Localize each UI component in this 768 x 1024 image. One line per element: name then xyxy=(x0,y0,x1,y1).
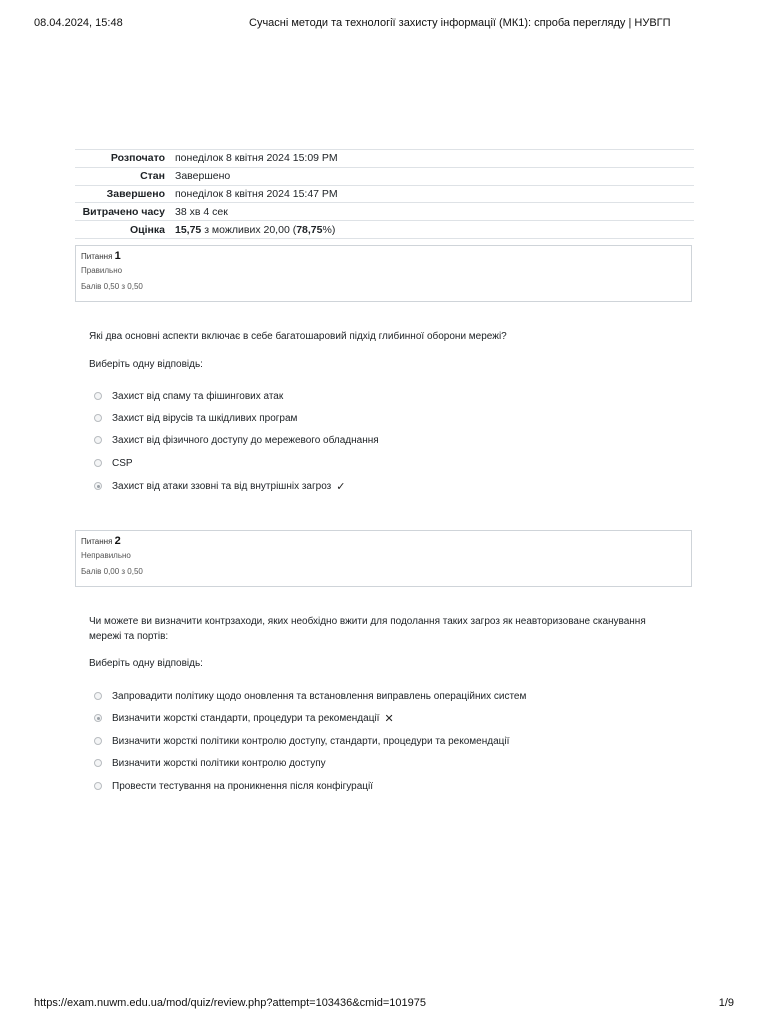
answer-option[interactable] xyxy=(94,433,379,447)
question-number-value: 2 xyxy=(114,535,121,547)
answer-text: Провести тестування на проникнення після конфігурації xyxy=(112,780,374,792)
question-text-2: Чи можете ви визначити контрзаходи, яких необхідно вжити для подолання таких загроз як неавторизоване сканування мережі та портів: xyxy=(89,616,646,642)
question-number xyxy=(81,250,686,262)
answer-text: Запровадити політику щодо оновлення та встановлення виправлень операційних систем xyxy=(112,690,527,702)
answer-option-selected[interactable] xyxy=(94,711,394,725)
grade-score: 15,75 xyxy=(175,223,202,236)
summary-value: понеділок 8 квітня 2024 15:09 PM xyxy=(175,152,338,165)
print-page-title: Сучасні методи та технології захисту інформації (МК1): спроба перегляду | НУВГП xyxy=(249,17,671,29)
question-label: Питання xyxy=(81,252,113,261)
answer-text: CSP xyxy=(112,457,133,469)
answer-text: Визначити жорсткі політики контролю доступу, стандарти, процедури та рекомендації xyxy=(112,735,510,747)
answer-text: Захист від атаки ззовні та від внутрішніх загроз xyxy=(112,480,332,492)
answer-text: Захист від спаму та фішингових атак xyxy=(112,390,284,402)
question-state: Правильно xyxy=(81,266,123,275)
summary-value: 38 хв 4 сек xyxy=(175,205,228,218)
question-mark: Балів 0,00 з 0,50 xyxy=(81,567,143,576)
question-info-2 xyxy=(75,530,692,587)
answer-prompt-2: Виберіть одну відповідь: xyxy=(89,658,203,669)
radio-button[interactable] xyxy=(94,737,102,745)
radio-button-checked[interactable] xyxy=(94,482,102,490)
summary-label: Стан xyxy=(140,170,165,183)
summary-row-state xyxy=(75,167,694,185)
print-datetime: 08.04.2024, 15:48 xyxy=(34,17,123,29)
question-text-1: Які два основні аспекти включає в себе багатошаровий підхід глибинної оборони мережі? xyxy=(89,331,507,342)
print-header xyxy=(34,17,734,31)
grade-value xyxy=(175,224,694,236)
summary-value: понеділок 8 квітня 2024 15:47 PM xyxy=(175,187,338,200)
attempt-summary-table xyxy=(75,149,694,239)
print-url: https://exam.nuwm.edu.ua/mod/quiz/review.php?attempt=103436&cmid=101975 xyxy=(34,997,426,1009)
answer-option[interactable] xyxy=(94,689,526,703)
summary-row-time-taken xyxy=(75,202,694,220)
radio-button[interactable] xyxy=(94,759,102,767)
print-page-count: 1/9 xyxy=(718,997,734,1009)
answer-text: Захист від вірусів та шкідливих програм xyxy=(112,412,298,424)
answer-option[interactable] xyxy=(94,456,133,470)
answer-prompt-1: Виберіть одну відповідь: xyxy=(89,359,203,370)
question-info-1 xyxy=(75,245,692,302)
radio-button-checked[interactable] xyxy=(94,714,102,722)
answer-text: Захист від фізичного доступу до мережевого обладнання xyxy=(112,434,379,446)
summary-value: Завершено xyxy=(175,170,231,183)
radio-button[interactable] xyxy=(94,692,102,700)
summary-label: Розпочато xyxy=(110,152,165,165)
radio-button[interactable] xyxy=(94,782,102,790)
grade-percent: 78,75 xyxy=(296,223,323,236)
answer-option[interactable] xyxy=(94,734,509,748)
check-mark-icon: ✓ xyxy=(336,480,346,493)
summary-label: Оцінка xyxy=(130,223,165,236)
radio-button[interactable] xyxy=(94,459,102,467)
question-number-value: 1 xyxy=(114,250,121,262)
answer-text: Визначити жорсткі стандарти, процедури та рекомендації xyxy=(112,712,380,724)
answer-option[interactable] xyxy=(94,756,326,770)
summary-row-started xyxy=(75,149,694,167)
answer-option[interactable] xyxy=(94,779,373,793)
summary-label: Завершено xyxy=(106,187,165,200)
radio-button[interactable] xyxy=(94,414,102,422)
question-label: Питання xyxy=(81,537,113,546)
print-footer xyxy=(34,997,734,1011)
question-number xyxy=(81,535,686,547)
summary-row-grade xyxy=(75,220,694,239)
cross-mark-icon: ✕ xyxy=(384,712,394,725)
question-state: Неправильно xyxy=(81,551,131,560)
grade-end: %) xyxy=(322,223,336,236)
question-mark: Балів 0,50 з 0,50 xyxy=(81,282,143,291)
answer-option-selected[interactable] xyxy=(94,479,345,493)
summary-label: Витрачено часу xyxy=(82,205,165,218)
summary-row-completed xyxy=(75,185,694,203)
answer-option[interactable] xyxy=(94,411,297,425)
answer-option[interactable] xyxy=(94,389,283,403)
radio-button[interactable] xyxy=(94,392,102,400)
radio-button[interactable] xyxy=(94,436,102,444)
grade-middle: з можливих 20,00 ( xyxy=(204,223,297,236)
answer-text: Визначити жорсткі політики контролю доступу xyxy=(112,757,326,769)
